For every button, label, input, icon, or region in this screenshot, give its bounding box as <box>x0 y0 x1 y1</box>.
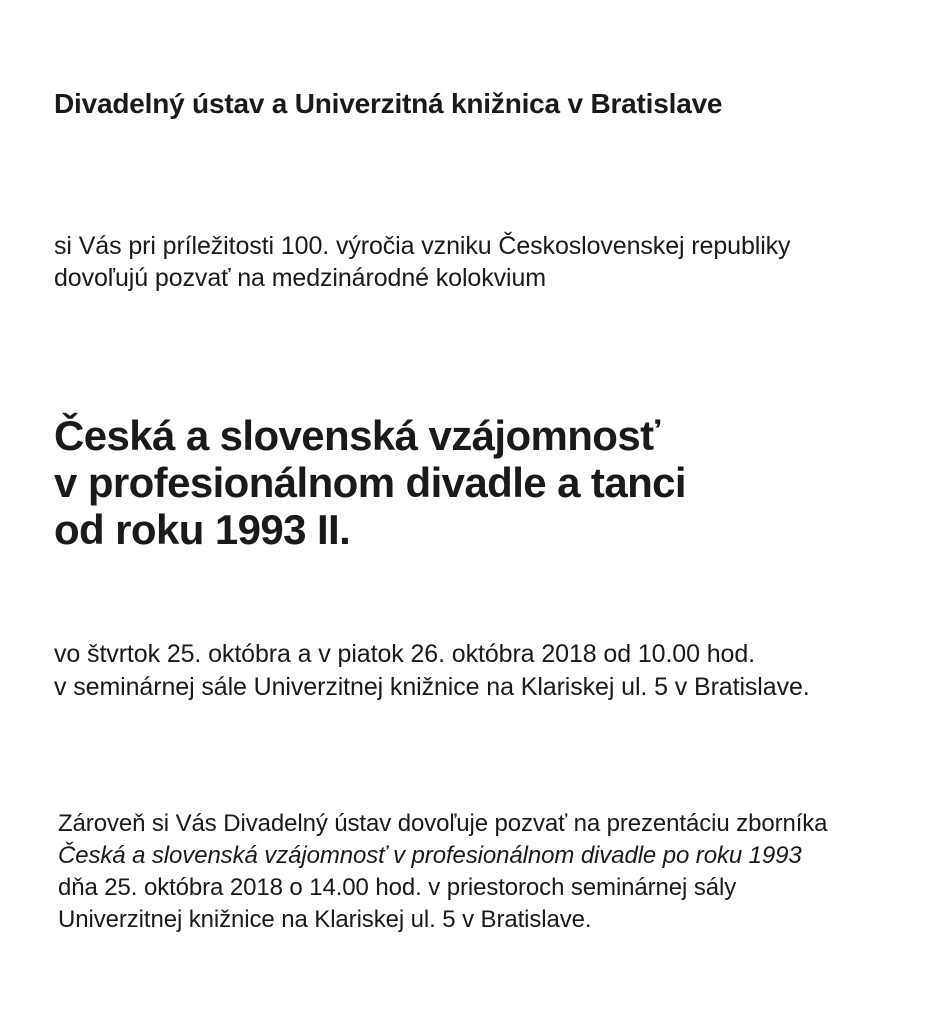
colloquium-title-line: Česká a slovenská vzájomnosť <box>54 412 660 460</box>
presentation-venue-line: Univerzitnej knižnice na Klariskej ul. 5 v Bratislave. <box>58 906 592 933</box>
colloquium-title <box>54 412 914 553</box>
event-datetime-venue <box>54 638 914 704</box>
book-presentation-note <box>58 808 918 936</box>
event-venue-line: v seminárnej sále Univerzitnej knižnice na Klariskej ul. 5 v Bratislave. <box>54 673 810 701</box>
organisers-header: Divadelný ústav a Univerzitná knižnica v Bratislave <box>54 88 723 119</box>
presentation-intro-line: Zároveň si Vás Divadelný ústav dovoľuje pozvať na prezentáciu zborníka <box>58 810 828 837</box>
colloquium-title-line: v profesionálnom divadle a tanci <box>54 459 686 507</box>
event-date-line: vo štvrtok 25. októbra a v piatok 26. októbra 2018 od 10.00 hod. <box>54 640 756 668</box>
invitation-intro-line: dovoľujú pozvať na medzinárodné kolokvium <box>54 264 547 292</box>
invitation-intro-line: si Vás pri príležitosti 100. výročia vzniku Československej republiky <box>54 232 791 260</box>
colloquium-title-line: od roku 1993 II. <box>54 506 351 554</box>
presentation-datetime-line: dňa 25. októbra 2018 o 14.00 hod. v priestoroch seminárnej sály <box>58 874 737 901</box>
invitation-intro <box>54 230 904 294</box>
presentation-book-title: Česká a slovenská vzájomnosť v profesionálnom divadle po roku 1993 <box>58 842 802 869</box>
